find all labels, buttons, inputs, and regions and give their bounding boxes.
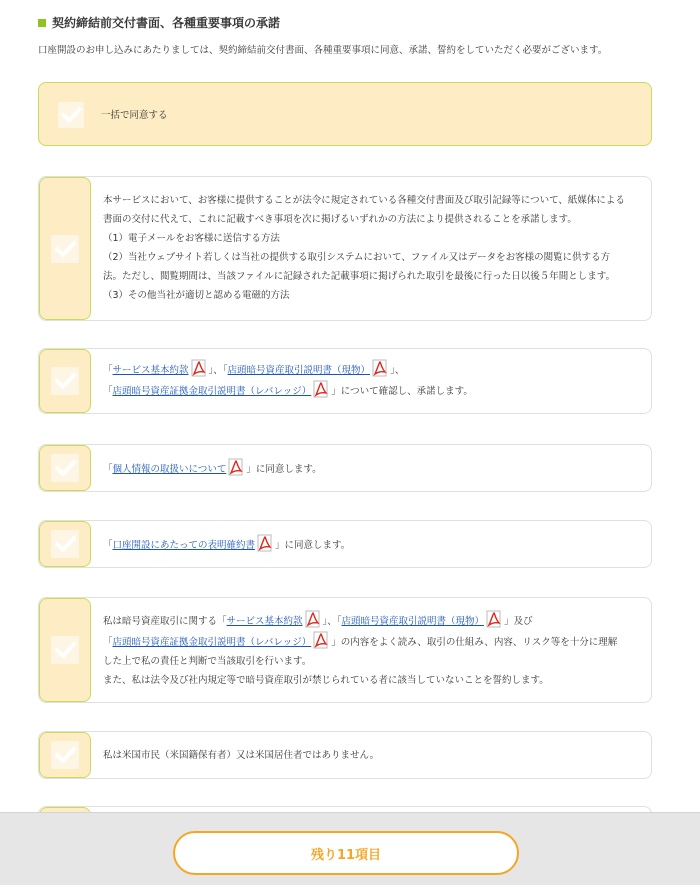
link-representation-form[interactable]: 口座開設にあたっての表明確約書 (112, 540, 256, 551)
pdf-icon[interactable] (257, 534, 273, 552)
consent-checkbox[interactable] (39, 177, 91, 320)
remaining-items-button[interactable]: 残り11項目 (173, 831, 519, 875)
heading-bullet-icon (38, 19, 46, 27)
check-icon (50, 453, 80, 483)
agree-all-checkbox[interactable] (57, 101, 85, 129)
consent-text: 私は米国市民（米国籍保有者）又は米国居住者ではありません。 (103, 750, 380, 761)
check-icon (50, 529, 80, 559)
check-icon (50, 635, 80, 665)
section-heading (38, 14, 280, 31)
consent-checkbox[interactable] (39, 521, 91, 567)
consent-line: した上で私の責任と判断で当該取引を行います。 (103, 656, 312, 667)
consent-line: 書面の交付に代えて、これに記載すべき事項を次に掲げるいずれかの方法により提供されることを承諾します。 (103, 214, 577, 225)
consent-text (103, 458, 637, 479)
consent-line: 法。ただし、閲覧期間は、当該ファイルに記録された記載事項に掲げられた取引を最後に行った日以後５年間とします。 (103, 271, 616, 282)
consent-line: また、私は法令及び社内規定等で暗号資産取引が禁じられている者に該当していないことを誓約します。 (103, 675, 549, 686)
intro-text: 口座開設のお申し込みにあたりましては、契約締結前交付書面、各種重要事項に同意、承諾、誓約をしていただく必要がございます。 (38, 45, 608, 56)
text: 」、「 (322, 616, 342, 627)
consent-text (103, 534, 637, 555)
consent-item-documents (38, 348, 652, 414)
consent-item-risk-pledge (38, 597, 652, 703)
text: 」に同意します。 (275, 540, 351, 551)
text: 」について確認し、承諾します。 (331, 386, 473, 397)
consent-line: （2）当社ウェブサイト若しくは当社の提供する取引システムにおいて、ファイル又はデータをお客様の閲覧に供する方 (103, 252, 611, 263)
link-spot-explanation[interactable]: 店頭暗号資産取引説明書（現物） (227, 365, 371, 376)
pdf-icon[interactable] (372, 359, 388, 377)
check-icon (50, 366, 80, 396)
consent-checkbox[interactable] (39, 598, 91, 702)
link-service-terms[interactable]: サービス基本約款 (226, 616, 303, 627)
link-privacy-policy[interactable]: 個人情報の取扱いについて (112, 464, 227, 475)
check-icon (57, 101, 85, 129)
link-leverage-explanation[interactable]: 店頭暗号資産証拠金取引説明書（レバレッジ） (112, 637, 312, 648)
text: 「 (103, 464, 113, 475)
pdf-icon[interactable] (191, 359, 207, 377)
text: 」に同意します。 (246, 464, 322, 475)
pdf-icon[interactable] (313, 631, 329, 649)
text: 「 (103, 365, 113, 376)
link-spot-explanation[interactable]: 店頭暗号資産取引説明書（現物） (341, 616, 485, 627)
text: 」、 (390, 365, 405, 376)
consent-item-representation (38, 520, 652, 568)
agree-all-panel[interactable] (38, 82, 652, 146)
consent-line: （3）その他当社が適切と認める電磁的方法 (103, 290, 290, 301)
text: 」及び (504, 616, 533, 627)
consent-checkbox[interactable] (39, 349, 91, 413)
pdf-icon[interactable] (486, 610, 502, 628)
page-title: 契約締結前交付書面、各種重要事項の承諾 (52, 16, 281, 30)
pdf-icon[interactable] (313, 380, 329, 398)
text: 「 (103, 540, 113, 551)
pdf-icon[interactable] (228, 458, 244, 476)
consent-text (103, 610, 637, 690)
link-leverage-explanation[interactable]: 店頭暗号資産証拠金取引説明書（レバレッジ） (112, 386, 312, 397)
text: 」、「 (208, 365, 228, 376)
link-service-terms[interactable]: サービス基本約款 (112, 365, 189, 376)
consent-checkbox[interactable] (39, 445, 91, 491)
text: 」の内容をよく読み、取引の仕組み、内容、リスク等を十分に理解 (331, 637, 618, 648)
consent-item-electronic-delivery (38, 176, 652, 321)
consent-item-privacy (38, 444, 652, 492)
text: 「 (103, 637, 113, 648)
consent-line: （1）電子メールをお客様に送信する方法 (103, 233, 280, 244)
text: 私は暗号資産取引に関する「 (103, 616, 227, 627)
consent-item-us-person (38, 731, 652, 779)
pdf-icon[interactable] (305, 610, 321, 628)
consent-line: 本サービスにおいて、お客様に提供することが法令に規定されている各種交付書面及び取引記録等について、紙媒体による (103, 195, 625, 206)
consent-text (103, 191, 637, 305)
consent-text (103, 359, 637, 401)
check-icon (50, 234, 80, 264)
agree-all-label: 一括で同意する (101, 110, 168, 121)
text: 「 (103, 386, 113, 397)
check-icon (50, 740, 80, 770)
consent-checkbox[interactable] (39, 732, 91, 778)
sticky-footer (0, 812, 700, 885)
